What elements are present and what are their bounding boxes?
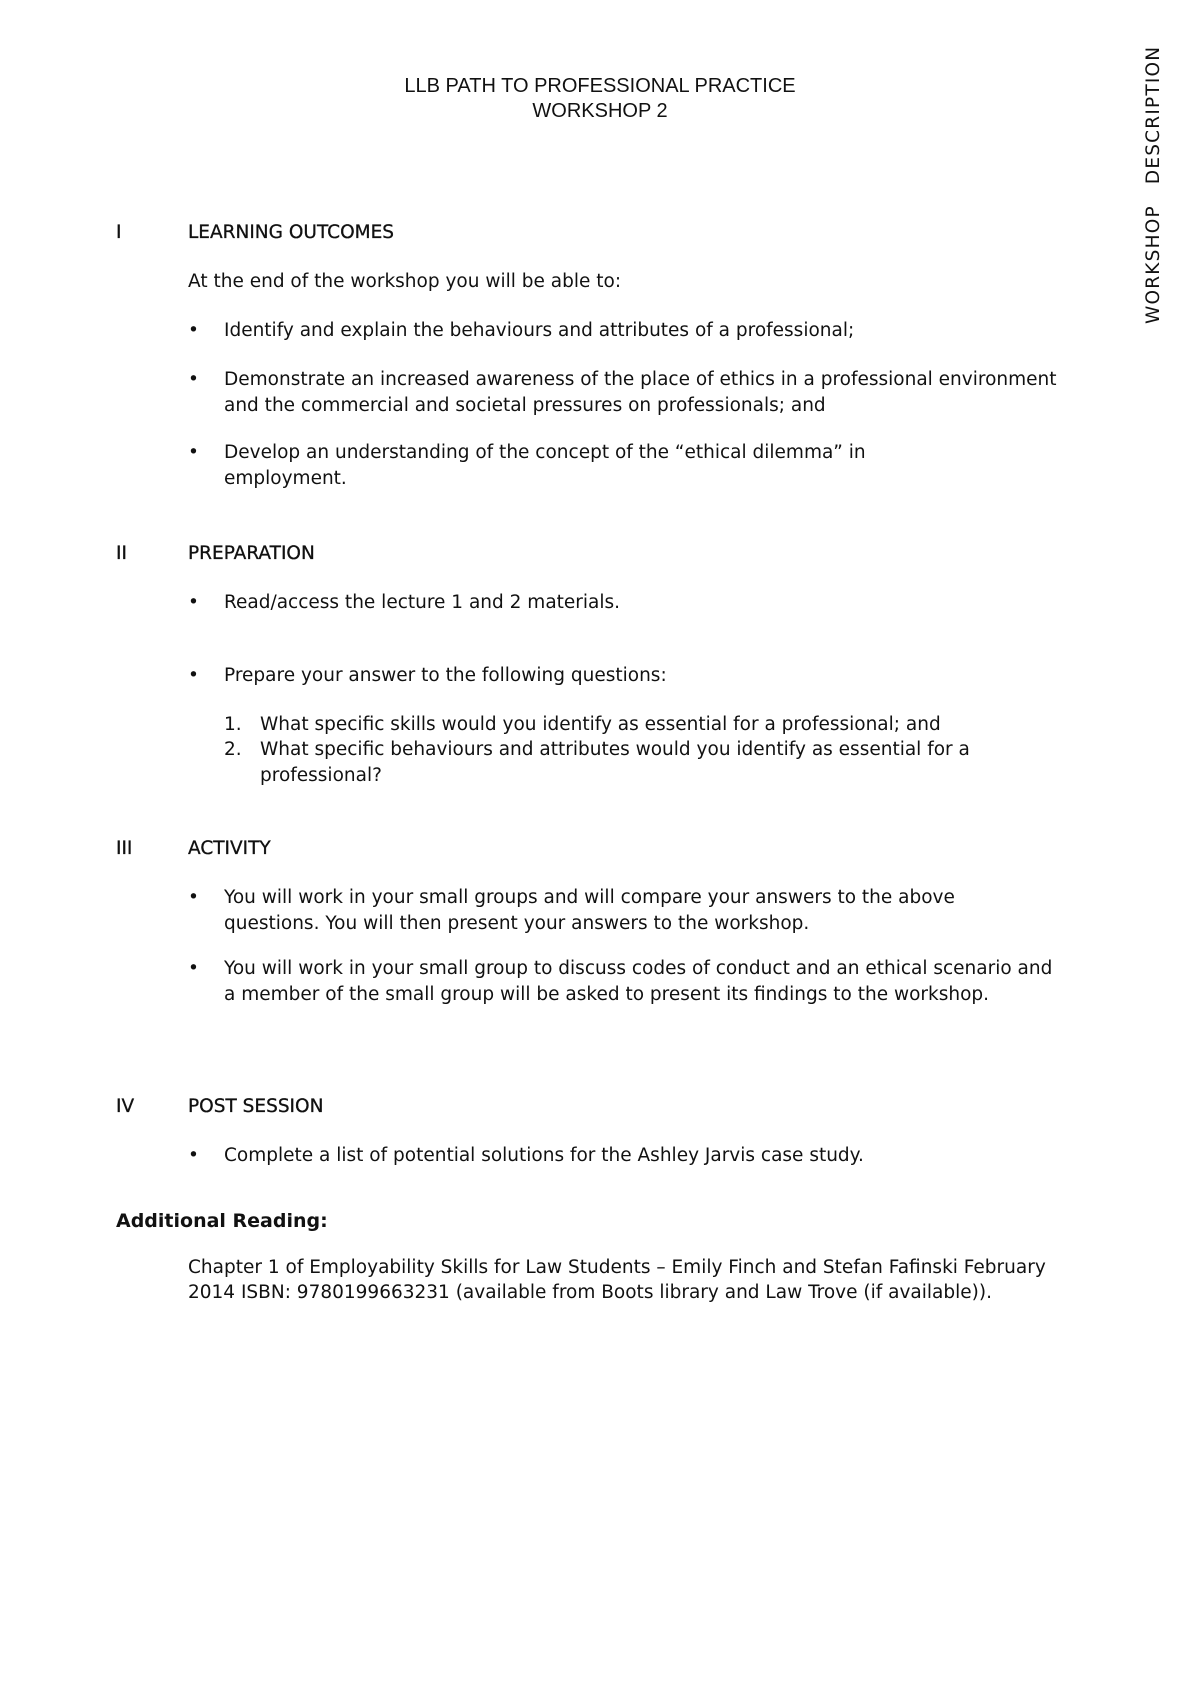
bullet-icon: •	[188, 369, 199, 390]
bullet-icon: •	[188, 1145, 199, 1166]
title-line-1: LLB PATH TO PROFESSIONAL PRACTICE	[404, 75, 796, 97]
bullet-icon: •	[188, 592, 199, 613]
section-title: PREPARATION	[188, 543, 315, 564]
side-label	[1141, 12, 1167, 324]
section-title: POST SESSION	[188, 1096, 324, 1117]
additional-reading-text: Chapter 1 of Employability Skills for Law Students – Emily Finch and Stefan Fafinski February 2014 ISBN: 9780199663231 (available from Boots library and Law Trove (if available)).	[188, 1257, 1046, 1303]
title-line-2: WORKSHOP 2	[532, 100, 668, 122]
section-intro: At the end of the workshop you will be able to:	[188, 271, 622, 292]
document-title	[0, 74, 1200, 124]
side-label-text: WORKSHOP DESCRIPTION	[1143, 45, 1164, 324]
bullet-icon: •	[188, 958, 199, 979]
bullet-icon: •	[188, 665, 199, 686]
section-number: I	[116, 222, 122, 243]
bullet-icon: •	[188, 442, 199, 463]
section-title: ACTIVITY	[188, 838, 271, 859]
section-number: IV	[116, 1096, 135, 1117]
section-number: III	[116, 838, 133, 859]
additional-reading-heading: Additional Reading:	[116, 1210, 328, 1232]
bullet-icon: •	[188, 320, 199, 341]
document-page: WORKSHOP DESCRIPTION LLB PATH TO PROFESSIONAL PRACTICE WORKSHOP 2 I LEARNING OUTCOMES At the end of the workshop you will be able to: • Identify and explain the behaviours and attributes of a professional; • Demonstrate an increased awareness of the place of ethics in a professional environment and the commercial and societal pressures on professionals; and • Develop an understanding of the concept of the “ethical dilemma” in employment. II PREPARATION • Read/access the lecture 1 and 2 materials. • Prepare your answer to the following questions: 1. What specific skills would you identify as essential for a professional; and 2. What specific behaviours and attributes would you identify as essential for a professional? III ACTIVITY • You will work in your small groups and will compare your answers to the above questions. You will then present your answers to the workshop. • You will work in your small group to discuss codes of conduct and an ethical scenario and a member of the small group will be asked to present its findings to the workshop. IV POST SESSION • Complete a list of potential solutions for the Ashley Jarvis case study. Additional Reading: Chapter 1 of Employability Skills for Law Students – Emily Finch and Stefan Fafinski February 2014 ISBN: 9780199663231 (available from Boots library and Law Trove (if available)).	[0, 0, 1200, 1696]
bullet-icon: •	[188, 887, 199, 908]
section-title: LEARNING OUTCOMES	[188, 222, 395, 243]
section-number: II	[116, 543, 127, 564]
